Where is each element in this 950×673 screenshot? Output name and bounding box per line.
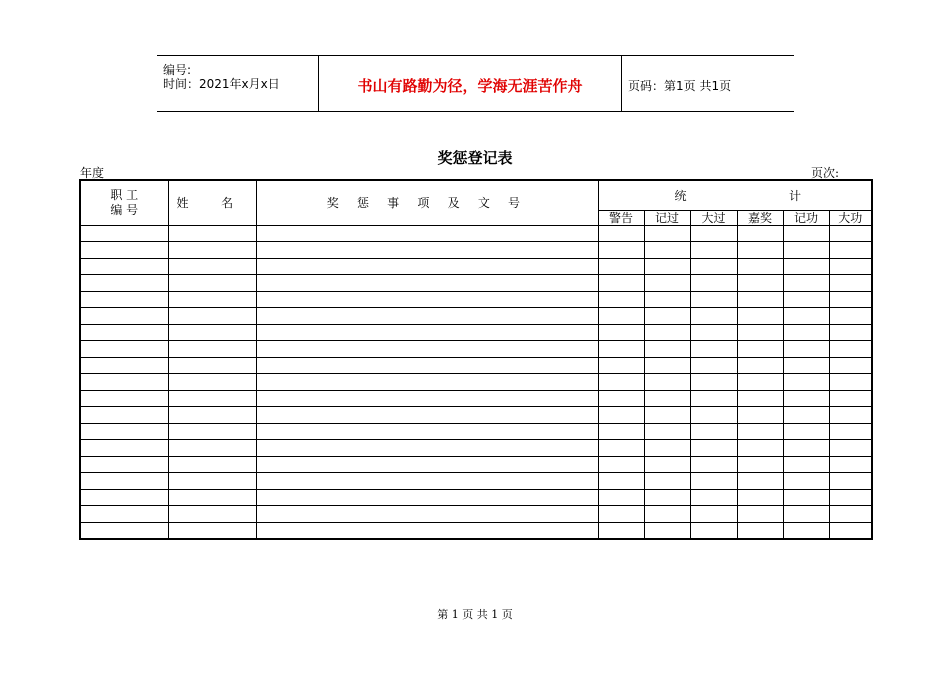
- matter-header-text: 奖 惩 事 项 及 文 号: [326, 196, 528, 211]
- table-cell[interactable]: [783, 308, 829, 325]
- employee-id-header-line2: 编 号: [110, 202, 139, 217]
- table-cell[interactable]: [783, 357, 829, 374]
- table-cell[interactable]: [168, 275, 256, 292]
- table-cell[interactable]: [690, 324, 737, 341]
- table-cell[interactable]: [168, 225, 256, 242]
- table-cell[interactable]: [256, 291, 598, 308]
- table-cell[interactable]: [256, 242, 598, 259]
- table-row: [80, 440, 872, 457]
- table-cell[interactable]: [598, 357, 644, 374]
- year-label: 年度: [80, 166, 105, 180]
- motto-text: 书山有路勤为径，学海无涯苦作舟: [357, 77, 583, 95]
- table-cell[interactable]: [783, 489, 829, 506]
- table-cell[interactable]: [690, 374, 737, 391]
- table-row: [80, 324, 872, 341]
- code-label: 编号:: [163, 63, 192, 77]
- table-cell[interactable]: [168, 291, 256, 308]
- table-cell[interactable]: [644, 423, 690, 440]
- table-cell[interactable]: [783, 225, 829, 242]
- table-cell[interactable]: [598, 473, 644, 490]
- table-cell[interactable]: [829, 324, 872, 341]
- table-cell[interactable]: [783, 473, 829, 490]
- table-cell[interactable]: [644, 324, 690, 341]
- table-cell[interactable]: [644, 258, 690, 275]
- table-cell[interactable]: [829, 341, 872, 358]
- table-cell[interactable]: [644, 390, 690, 407]
- table-row: [80, 308, 872, 325]
- table-cell[interactable]: [783, 341, 829, 358]
- statistics-header: [598, 180, 872, 210]
- table-cell[interactable]: [829, 258, 872, 275]
- stat-col-major-merit: 大功: [829, 210, 872, 225]
- table-cell[interactable]: [737, 506, 783, 523]
- table-cell[interactable]: [737, 291, 783, 308]
- table-cell[interactable]: [783, 407, 829, 424]
- table-row: [80, 506, 872, 523]
- table-cell[interactable]: [80, 473, 168, 490]
- document-header: [157, 55, 794, 112]
- table-cell[interactable]: [783, 506, 829, 523]
- table-cell[interactable]: [168, 357, 256, 374]
- table-cell[interactable]: [168, 423, 256, 440]
- table-row: [80, 473, 872, 490]
- table-cell[interactable]: [783, 374, 829, 391]
- table-cell[interactable]: [737, 258, 783, 275]
- table-cell[interactable]: [644, 341, 690, 358]
- table-row: [80, 291, 872, 308]
- table-cell[interactable]: [690, 390, 737, 407]
- form-title: 奖惩登记表: [437, 149, 513, 167]
- table-cell[interactable]: [80, 489, 168, 506]
- table-cell[interactable]: [829, 357, 872, 374]
- table-cell[interactable]: [737, 489, 783, 506]
- table-row: [80, 522, 872, 539]
- table-cell[interactable]: [737, 275, 783, 292]
- table-cell[interactable]: [690, 506, 737, 523]
- table-cell[interactable]: [829, 308, 872, 325]
- table-row: [80, 357, 872, 374]
- name-header-text: 姓 名: [176, 196, 248, 211]
- table-cell[interactable]: [644, 308, 690, 325]
- time-label: 时间：2021年x月x日: [163, 77, 280, 91]
- table-cell[interactable]: [598, 506, 644, 523]
- table-cell[interactable]: [168, 308, 256, 325]
- table-cell[interactable]: [644, 473, 690, 490]
- table-cell[interactable]: [598, 341, 644, 358]
- table-row: [80, 341, 872, 358]
- table-row: [80, 374, 872, 391]
- table-cell[interactable]: [737, 225, 783, 242]
- table-cell[interactable]: [690, 258, 737, 275]
- table-row: [80, 275, 872, 292]
- stat-col-warning: 警告: [598, 210, 644, 225]
- table-cell[interactable]: [737, 390, 783, 407]
- table-cell[interactable]: [783, 423, 829, 440]
- table-cell[interactable]: [644, 456, 690, 473]
- table-cell[interactable]: [783, 324, 829, 341]
- table-cell[interactable]: [690, 225, 737, 242]
- table-cell[interactable]: [644, 489, 690, 506]
- table-cell[interactable]: [80, 423, 168, 440]
- matter-header: [256, 180, 598, 225]
- table-cell[interactable]: [80, 390, 168, 407]
- table-cell[interactable]: [829, 506, 872, 523]
- table-cell[interactable]: [80, 407, 168, 424]
- table-cell[interactable]: [168, 374, 256, 391]
- table-cell[interactable]: [168, 341, 256, 358]
- table-cell[interactable]: [256, 473, 598, 490]
- table-cell[interactable]: [737, 242, 783, 259]
- table-cell[interactable]: [598, 456, 644, 473]
- table-cell[interactable]: [783, 275, 829, 292]
- table-cell[interactable]: [644, 440, 690, 457]
- table-cell[interactable]: [690, 242, 737, 259]
- table-cell[interactable]: [690, 423, 737, 440]
- table-cell[interactable]: [783, 440, 829, 457]
- header-page-cell: [622, 56, 794, 111]
- table-cell[interactable]: [737, 341, 783, 358]
- table-cell[interactable]: [256, 390, 598, 407]
- table-cell[interactable]: [783, 390, 829, 407]
- table-cell[interactable]: [829, 489, 872, 506]
- table-cell[interactable]: [80, 506, 168, 523]
- table-cell[interactable]: [829, 473, 872, 490]
- table-row: [80, 390, 872, 407]
- table-cell[interactable]: [80, 357, 168, 374]
- stat-col-demerit: 记过: [644, 210, 690, 225]
- table-cell[interactable]: [168, 473, 256, 490]
- table-cell[interactable]: [737, 440, 783, 457]
- table-cell[interactable]: [737, 423, 783, 440]
- table-cell[interactable]: [644, 291, 690, 308]
- table-cell[interactable]: [168, 522, 256, 539]
- table-cell[interactable]: [737, 407, 783, 424]
- table-cell[interactable]: [598, 275, 644, 292]
- table-cell[interactable]: [598, 291, 644, 308]
- table-cell[interactable]: [256, 506, 598, 523]
- table-cell[interactable]: [80, 440, 168, 457]
- table-cell[interactable]: [256, 522, 598, 539]
- table-cell[interactable]: [598, 324, 644, 341]
- table-cell[interactable]: [644, 407, 690, 424]
- table-cell[interactable]: [690, 357, 737, 374]
- table-cell[interactable]: [829, 291, 872, 308]
- table-cell[interactable]: [256, 275, 598, 292]
- table-cell[interactable]: [829, 423, 872, 440]
- table-row: [80, 225, 872, 242]
- table-cell[interactable]: [256, 423, 598, 440]
- table-cell[interactable]: [256, 440, 598, 457]
- table-cell[interactable]: [644, 522, 690, 539]
- table-cell[interactable]: [690, 440, 737, 457]
- table-cell[interactable]: [783, 291, 829, 308]
- table-cell[interactable]: [256, 357, 598, 374]
- table-cell[interactable]: [644, 506, 690, 523]
- table-cell[interactable]: [737, 308, 783, 325]
- stat-col-major-demerit: 大过: [690, 210, 737, 225]
- table-cell[interactable]: [829, 242, 872, 259]
- table-cell[interactable]: [168, 506, 256, 523]
- table-cell[interactable]: [644, 374, 690, 391]
- table-cell[interactable]: [783, 522, 829, 539]
- table-cell[interactable]: [644, 275, 690, 292]
- table-cell[interactable]: [168, 489, 256, 506]
- table-cell[interactable]: [737, 456, 783, 473]
- header-motto-cell: [318, 56, 622, 111]
- table-row: [80, 242, 872, 259]
- table-cell[interactable]: [829, 456, 872, 473]
- table-cell[interactable]: [256, 341, 598, 358]
- table-cell[interactable]: [80, 275, 168, 292]
- table-cell[interactable]: [80, 522, 168, 539]
- table-cell[interactable]: [690, 275, 737, 292]
- table-cell[interactable]: [256, 258, 598, 275]
- header-left-cell: [157, 56, 318, 111]
- table-cell[interactable]: [690, 308, 737, 325]
- table-cell[interactable]: [598, 242, 644, 259]
- table-cell[interactable]: [168, 390, 256, 407]
- table-cell[interactable]: [783, 258, 829, 275]
- table-cell[interactable]: [168, 324, 256, 341]
- table-cell[interactable]: [690, 291, 737, 308]
- table-cell[interactable]: [644, 242, 690, 259]
- table-cell[interactable]: [829, 440, 872, 457]
- table-cell[interactable]: [168, 242, 256, 259]
- table-cell[interactable]: [690, 522, 737, 539]
- table-cell[interactable]: [829, 275, 872, 292]
- table-cell[interactable]: [737, 522, 783, 539]
- table-cell[interactable]: [80, 341, 168, 358]
- table-cell[interactable]: [80, 308, 168, 325]
- reward-punishment-table: [79, 179, 873, 540]
- table-cell[interactable]: [168, 258, 256, 275]
- table-cell[interactable]: [598, 489, 644, 506]
- table-cell[interactable]: [690, 489, 737, 506]
- table-cell[interactable]: [829, 522, 872, 539]
- table-cell[interactable]: [829, 407, 872, 424]
- table-cell[interactable]: [80, 225, 168, 242]
- employee-id-header: [80, 180, 168, 225]
- table-cell[interactable]: [737, 357, 783, 374]
- table-cell[interactable]: [598, 308, 644, 325]
- table-cell[interactable]: [256, 456, 598, 473]
- table-cell[interactable]: [168, 456, 256, 473]
- table-cell[interactable]: [168, 440, 256, 457]
- table-cell[interactable]: [737, 473, 783, 490]
- footer-page-number: 第 1 页 共 1 页: [437, 608, 513, 621]
- table-cell[interactable]: [80, 374, 168, 391]
- page-info: 页码：第1页 共1页: [628, 79, 732, 93]
- table-cell[interactable]: [598, 407, 644, 424]
- stat-col-merit: 记功: [783, 210, 829, 225]
- table-cell[interactable]: [737, 324, 783, 341]
- statistics-header-left: 统: [674, 188, 687, 203]
- table-cell[interactable]: [783, 456, 829, 473]
- table-cell[interactable]: [783, 242, 829, 259]
- table-cell[interactable]: [690, 407, 737, 424]
- table-cell[interactable]: [256, 324, 598, 341]
- table-cell[interactable]: [829, 390, 872, 407]
- table-cell[interactable]: [690, 456, 737, 473]
- page-number-label: 页次:: [811, 166, 840, 180]
- table-row: [80, 258, 872, 275]
- table-cell[interactable]: [598, 423, 644, 440]
- statistics-header-right: 计: [789, 188, 802, 203]
- table-cell[interactable]: [598, 374, 644, 391]
- table-cell[interactable]: [598, 522, 644, 539]
- table-cell[interactable]: [80, 258, 168, 275]
- table-cell[interactable]: [598, 258, 644, 275]
- table-cell[interactable]: [644, 225, 690, 242]
- table-body: [80, 225, 872, 539]
- table-row: [80, 407, 872, 424]
- stat-col-commendation: 嘉奖: [737, 210, 783, 225]
- table-cell[interactable]: [256, 374, 598, 391]
- table-cell[interactable]: [598, 225, 644, 242]
- table-row: [80, 489, 872, 506]
- table-cell[interactable]: [737, 374, 783, 391]
- table-cell[interactable]: [690, 473, 737, 490]
- table-cell[interactable]: [80, 291, 168, 308]
- employee-id-header-line1: 职 工: [110, 187, 139, 202]
- table-cell[interactable]: [256, 225, 598, 242]
- table-cell[interactable]: [256, 308, 598, 325]
- table-cell[interactable]: [256, 489, 598, 506]
- table-cell[interactable]: [829, 374, 872, 391]
- table-cell[interactable]: [80, 324, 168, 341]
- table-cell[interactable]: [256, 407, 598, 424]
- table-cell[interactable]: [80, 242, 168, 259]
- table-cell[interactable]: [80, 456, 168, 473]
- table-cell[interactable]: [168, 407, 256, 424]
- table-cell[interactable]: [690, 341, 737, 358]
- table-cell[interactable]: [829, 225, 872, 242]
- name-header: [168, 180, 256, 225]
- table-cell[interactable]: [644, 357, 690, 374]
- table-row: [80, 456, 872, 473]
- table-row: [80, 423, 872, 440]
- table-cell[interactable]: [598, 390, 644, 407]
- table-cell[interactable]: [598, 440, 644, 457]
